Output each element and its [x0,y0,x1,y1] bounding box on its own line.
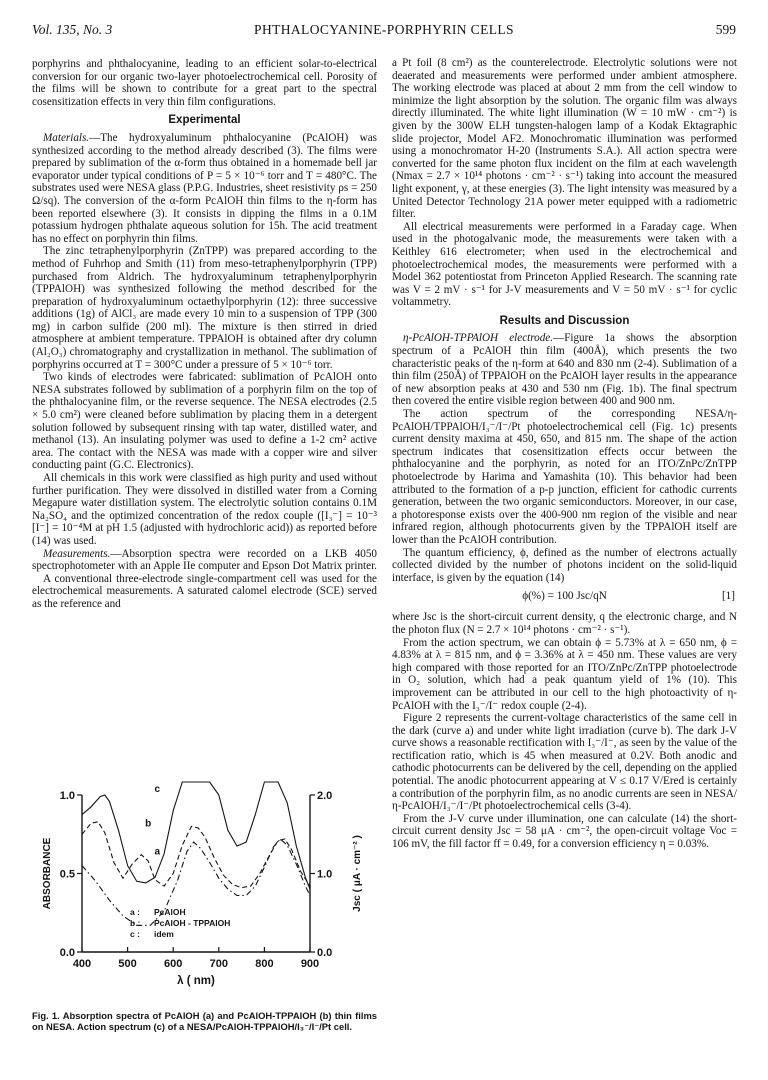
paragraph: The quantum efficiency, ϕ, defined as the number of electrons actually collected divided by the number of photons incident on the solid-liquid interface, is given by the equation (14) [392,546,737,584]
y2-tick-label: 2.0 [317,790,333,802]
paragraph: The zinc tetraphenylporphyrin (ZnTPP) was prepared according to the method of Fuhrhop and Smith (11) from meso-tetraphenylporphyrin (TPP) purchased from Aldrich. The hydroxyaluminum tetraphenylporphyrin (TPPAlOH) was synthesized following the method described for the preparation of hydroxyaluminum octaethylporphyrin (12): three successive additions (1g) of AlCl₃ are made every 10 min to a suspension of TPP (300 mg) in carbon sulfide (200 ml). The mixture is then stirred in dried atmosphere at ambient temperature. TPPAlOH is obtained after dry column (Al₂O₃) chromatography and crystallization in methanol. The sublimation of porphyrins occurred at T = 300°C under a pressure of 5 × 10⁻⁶ torr. [32,245,377,371]
run-in-heading: η-PcAlOH-TPPAlOH electrode. [403,332,554,345]
journal-volume: Vol. 135, No. 3 [32,22,113,37]
curve-label-c: c [154,783,161,795]
x-tick-label: 600 [164,958,183,970]
series-line-b [82,822,310,888]
x-axis-label: λ ( nm) [177,975,215,987]
run-in-heading: Materials. [43,131,90,144]
figure-caption [32,1010,377,1032]
run-in-heading: Measurements. [43,547,111,560]
paragraph: where Jsc is the short-circuit current density, q the electronic charge, and N the photon flux (N = 2.7 × 10¹⁴ photons · cm⁻² · s⁻¹). [392,611,737,636]
paragraph: All chemicals in this work were classified as high purity and used without further purification. They were dissolved in distilled water from a Corning Megapure water distillation system. The electrolytic solution contains 0.1M Na₂SO₄ and the optimized concentration of the redox couple ([I₃⁻] = 10⁻³ [I⁻] = 10⁻⁴M at pH 1.5 (adjusted with hydrochloric acid)) as reported before (14) was used. [32,472,377,547]
right-column [392,57,737,851]
paragraph: a Pt foil (8 cm²) as the counterelectrode. Electrolytic solutions were not deaerated and measurements were performed under ambient atmosphere. The working electrode was placed at about 2 mm from the cell window to minimize the light absorption by the solution. The organic film was always directly illuminated. The white light illumination (W = 10 mW · cm⁻²) is given by the 300W ELH tungsten-halogen lamp of a Kodak Ektagraphic slide projector, Model AF2. Monochromatic illumination was performed using a monochromator H-20 (Instruments S.A.). All action spectra were converted for the same photon flux incident on the film at each wavelength (Nmax = 2.7 × 10¹⁴ photons · cm⁻² · s⁻¹) taking into account the measured light exponent, γ, at these energies (3). The light intensity was measured by a United Detector Technology 21A power meter equipped with a radiometric filter. [392,57,737,221]
legend-label: idem [154,929,174,939]
x-tick-label: 700 [209,958,228,970]
paragraph-text: —The hydroxyaluminum phthalocyanine (PcAlOH) was synthesized according to the method already described (3). The films were prepared by sublimation of the α-form thus obtained in a homemade bell jar evaporator under typical conditions of P = 5 × 10⁻⁶ torr and T = 480°C. The substrates used were NESA glass (P.P.G. Industries, sheet resistivity ρs = 250 Ω/sq). The conversion of the α-form PcAlOH thin films to the η-form has been reported elsewhere (3). It consists in dipping the films in a 0.1M potassium hydrogen phthalate aqueous solution for 15h. The acid treatment has no effect on porphyrin thin films. [32,131,377,245]
y2-axis-label: Jsc ( μA · cm⁻² ) [352,835,363,912]
paragraph: Figure 2 represents the current-voltage characteristics of the same cell in the dark (curve a) and under white light irradiation (curve b). The dark J-V curve shows a reasonable rectification with I₃⁻/I⁻, as seen by the value of the rectification ratio, which is 45 when measured at 0.2V. Both anodic and cathodic photocurrents can be delivered by the cell, depending on the applied potential. The anodic photocurrent appearing at V ≤ 0.17 V/Ered is certainly a contribution of the porphyrin film, as no anodic currents are seen in NESA/η-PcAlOH/I₃⁻/I⁻/Pt photoelectrochemical cells (3-4). [392,712,737,813]
series-line-c [82,782,310,889]
section-heading-experimental: Experimental [168,114,241,127]
y-axis-label: ABSORBANCE [42,837,53,910]
equation-body: ϕ(%) = 100 Jsc/qN [522,590,607,603]
caption-text: Absorption spectra of PcAlOH (a) and PcAlOH-TPPAlOH (b) thin films on NESA. Action spectrum (c) of a NESA/PcAlOH-TPPAlOH/I₃⁻/I⁻/Pt cell. [32,1010,377,1033]
legend-key: b : [130,918,141,928]
section-heading-results: Results and Discussion [499,314,630,327]
page-header [32,22,736,42]
x-tick-label: 800 [255,958,274,970]
left-column [32,58,377,611]
legend-label: PcAlOH [154,907,186,917]
page-number: 599 [715,22,736,37]
caption-label: Fig. 1. [32,1010,60,1021]
paragraph-text: —Figure 1a shows the absorption spectrum of a PcAlOH thin film (400Å), which presents the two characteristic peaks of the η-form at 640 and 830 nm (2-4). Sublimation of a thin film (250Å) of TPPAlOH on the PcAlOH layer results in the appearance of new absorption peaks at 430 and 530 nm (Fig. 1b). The final spectrum then covered the entire visible region between 400 and 900 nm. [392,332,737,408]
paragraph: From the J-V curve under illumination, one can calculate (14) the short-circuit current density Jsc = 58 μA · cm⁻², the open-circuit voltage Voc = 106 mV, the fill factor ff = 0.49, for a conversion efficiency η = 0.03%. [392,812,737,851]
paragraph: porphyrins and phthalocyanine, leading to an efficient solar-to-electrical conversion for our organic two-layer photoelectrochemical cell. Porosity of the films will be shown to contribute for a great part to the spectral cosensitization effects in very thin film configurations. [32,58,377,108]
x-tick-label: 500 [118,958,137,970]
curve-label-a: a [154,846,161,858]
paragraph: From the action spectrum, we can obtain ϕ = 5.73% at λ = 650 nm, ϕ = 4.83% at λ = 815 nm, and ϕ = 3.36% at λ = 450 nm. These values are very high compared with those reported for an ITO/ZnPc/ZnTPP photoelectrode in O₂ solution, which had a peak quantum yield of 1% (10). This improvement can be attributed in our cell to the high photoactivity of η-PcAlOH with the I₃⁻/I⁻ redox couple (2-4). [392,636,737,712]
legend-key: c : [130,929,140,939]
y-tick-label: 0.5 [59,868,75,881]
paragraph-text: —Absorption spectra were recorded on a LKB 4050 spectrophotometer with an Apple IIe computer and Epson Dot Matrix printer. [32,547,377,573]
figure-1 [30,780,380,995]
absorption-action-spectrum-chart [30,780,380,995]
y2-tick-label: 0.0 [317,947,333,959]
legend-label: PcAlOH - TPPAlOH [154,918,231,928]
series-line-a [82,839,310,925]
equation [392,590,737,606]
y2-tick-label: 1.0 [317,868,333,881]
running-title: PHTHALOCYANINE-PORPHYRIN CELLS [254,22,514,37]
x-tick-label: 400 [72,958,92,970]
x-tick-label: 900 [300,958,320,970]
legend-key: a : [130,907,140,917]
paragraph-results [392,332,737,408]
curve-label-b: b [145,818,152,830]
y-tick-label: 1.0 [59,790,75,802]
y-tick-label: 0.0 [59,947,75,959]
paragraph: The action spectrum of the corresponding NESA/η-PcAlOH/TPPAlOH/I₃⁻/I⁻/Pt photoelectrochemical cell (Fig. 1c) presents current density maxima at 450, 650, and 815 nm. The shape of the action spectrum indicates that cosensitization effects occur between the phthalocyanine and the porphyrin, as noted for an ITO/ZnPc/ZnTPP photoelectrode by Harima and Yamashita (10). This behavior had been attributed to the formation of a p-p junction, efficient for cathodic currents generation, between the two organic semiconductors. Moreover, in our case, a photoresponse exists over the 400-900 nm region of the visible and near infrared region, although photocurrents given by the TPPAlOH itself are lower than the PcAlOH contribution. [392,408,737,546]
paragraph: Two kinds of electrodes were fabricated: sublimation of PcAlOH onto NESA substrates followed by sublimation of a porphyrin film on the top of the phthalocyanine film, or the reverse sequence. The NESA electrodes (2.5 × 5.0 cm²) were cleaned before sublimation by placing them in a detergent solution followed by subsequent rinsing with tap water, distilled water, and methanol (13). An insulating polymer was used to define a 1-2 cm² active area. The contact with the NESA was made with a copper wire and silver conducting paint (G.C. Electronics). [32,371,377,472]
paragraph-measurements [32,548,377,573]
paragraph: All electrical measurements were performed in a Faraday cage. When used in the photogalvanic mode, the measurements were taken with a Keithley 616 electrometer; when used in the electrochemical and photoelectrochemical modes, the measurements were performed with a Model 362 potentiostat from Princeton Applied Research. The scanning rate was V = 2 mV · s⁻¹ for J-V measurements and V = 50 mV · s⁻¹ for cyclic voltammetry. [392,220,737,309]
paragraph-materials [32,132,377,245]
equation-number: [1] [721,590,735,603]
paragraph: A conventional three-electrode single-compartment cell was used for the electrochemical measurements. A saturated calomel electrode (SCE) served as the reference and [32,572,377,610]
